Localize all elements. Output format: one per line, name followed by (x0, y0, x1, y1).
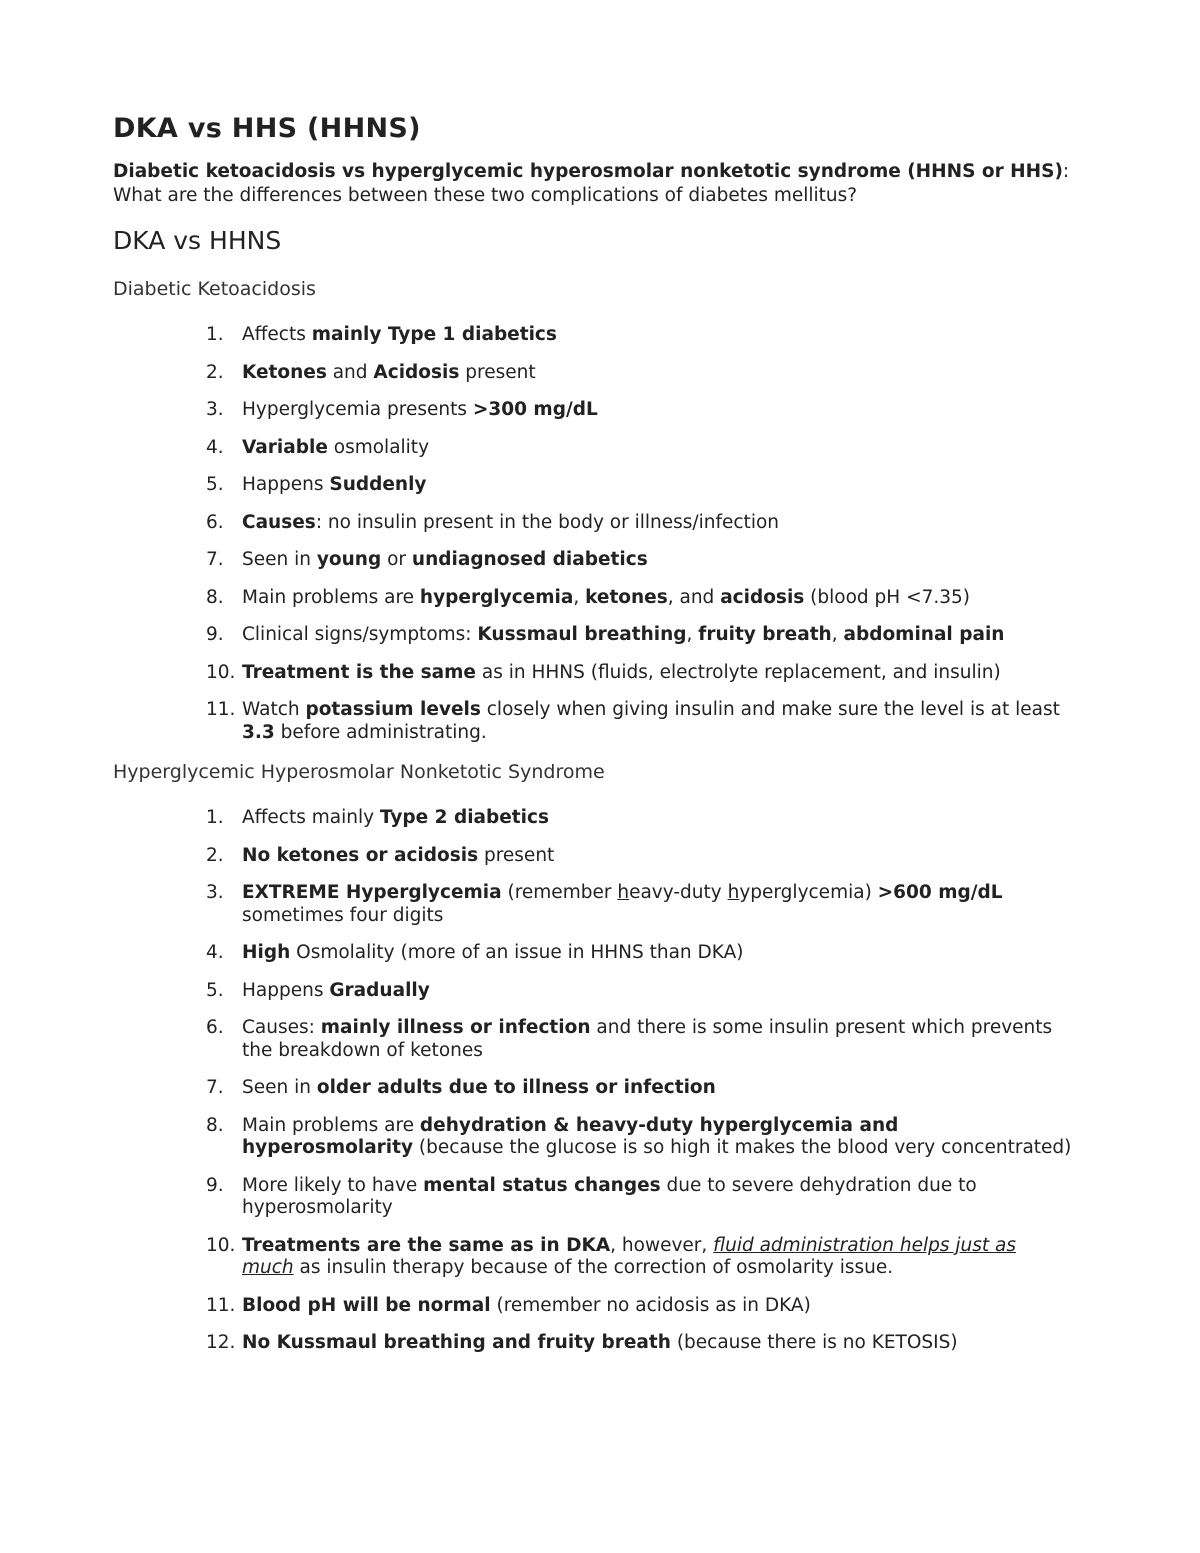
bold-text: Kussmaul breathing (477, 624, 687, 645)
text: and there is some insulin present which prevents the breakdown of ketones (242, 1017, 1053, 1061)
text: Hyperglycemia presents (242, 399, 473, 420)
dka-item-2 (113, 362, 1073, 385)
text: Seen in (242, 549, 317, 570)
text: due to severe dehydration due to hyperosmolarity (242, 1174, 977, 1218)
section-title: DKA vs HHNS (113, 226, 282, 255)
bold-text: older adults due to illness or infection (316, 1077, 716, 1098)
text: before administrating. (274, 721, 487, 743)
text: Affects (242, 324, 312, 345)
bold-text: Type 2 diabetics (379, 807, 549, 828)
bold-text: Blood pH will be normal (242, 1294, 491, 1316)
list-number: 6. (206, 511, 224, 533)
hhns-list (113, 807, 1073, 1355)
text: and (326, 361, 374, 383)
list-number: 2. (206, 844, 224, 866)
hhns-item-12 (113, 1332, 1073, 1355)
text: as in HHNS (fluids, electrolyte replacement, and insulin) (475, 661, 1001, 683)
text: Happens (242, 474, 330, 495)
list-number: 11. (206, 699, 236, 720)
text: Main problems are (242, 586, 420, 608)
list-number: 5. (206, 474, 224, 495)
hhns-item-8 (113, 1115, 1073, 1160)
text: sometimes four digits (242, 904, 444, 926)
document-page (113, 112, 1073, 1370)
list-number: 1. (206, 807, 224, 828)
list-number: 1. (206, 324, 224, 345)
bold-text: Acidosis (373, 361, 460, 383)
list-number: 11. (206, 1294, 236, 1316)
hhns-heading: Hyperglycemic Hyperosmolar Nonketotic Syndrome (113, 761, 605, 783)
list-number: 10. (206, 1234, 236, 1256)
text: More likely to have (242, 1174, 424, 1196)
list-number: 10. (206, 661, 236, 683)
intro-bold: Diabetic ketoacidosis vs hyperglycemic hyperosmolar nonketotic syndrome (HHNS or HHS) (113, 161, 1063, 182)
dka-item-9 (113, 624, 1073, 647)
underlined-italic-text: fluid administration helps just as much (242, 1234, 1016, 1278)
text: , however, (610, 1234, 714, 1256)
bold-text: Suddenly (329, 474, 427, 495)
text: closely when giving insulin and make sure the level is at least (480, 699, 1060, 720)
list-number: 2. (206, 361, 224, 383)
text: Seen in (242, 1077, 317, 1098)
text: , (686, 624, 699, 645)
text: (because the glucose is so high it makes the blood very concentrated) (413, 1137, 1072, 1158)
text: or (381, 549, 412, 570)
hhns-item-11 (113, 1295, 1073, 1318)
hhns-item-4 (113, 942, 1073, 965)
dka-item-7 (113, 549, 1073, 572)
page-title: DKA vs HHS (HHNS) (113, 113, 421, 144)
list-number: 8. (206, 586, 224, 608)
bold-text: EXTREME Hyperglycemia (242, 882, 502, 903)
bold-text: potassium levels (305, 699, 481, 720)
bold-text: fruity breath (698, 624, 832, 645)
bold-text: Variable (242, 436, 328, 458)
text: (blood pH <7.35) (804, 586, 970, 608)
text: , and (667, 586, 721, 608)
bold-text: Causes (242, 511, 316, 533)
list-number: 3. (206, 399, 224, 420)
text: Affects mainly (242, 807, 380, 828)
text: (remember no acidosis as in DKA) (490, 1294, 811, 1316)
bold-text: abdominal pain (843, 624, 1005, 645)
bold-text: young (316, 549, 382, 570)
dka-list (113, 324, 1073, 744)
bold-text: High (242, 942, 291, 963)
intro-paragraph (113, 160, 1073, 208)
hhns-item-9 (113, 1175, 1073, 1220)
bold-text: No Kussmaul breathing and fruity breath (242, 1332, 671, 1353)
bold-text: undiagnosed diabetics (411, 549, 648, 570)
text: (remember (501, 882, 618, 903)
intro-rest: : What are the differences between these two complications of diabetes mellitus? (113, 161, 1070, 206)
bold-text: No ketones or acidosis (242, 844, 479, 866)
text: present (478, 844, 555, 866)
bold-text: mainly illness or infection (320, 1017, 591, 1038)
text: , (573, 586, 586, 608)
dka-item-6 (113, 512, 1073, 535)
dka-item-10 (113, 662, 1073, 685)
list-number: 3. (206, 882, 224, 903)
bold-text: mental status changes (423, 1174, 661, 1196)
list-number: 7. (206, 1077, 224, 1098)
text: Causes: (242, 1017, 321, 1038)
text: (because there is no KETOSIS) (670, 1332, 958, 1353)
bold-text: >300 mg/dL (472, 399, 598, 420)
underlined-text: h (727, 882, 740, 903)
list-number: 9. (206, 624, 224, 645)
list-number: 4. (206, 942, 224, 963)
text: Osmolality (more of an issue in HHNS than DKA) (290, 942, 744, 963)
bold-text: acidosis (720, 586, 805, 608)
dka-item-11 (113, 699, 1073, 744)
bold-text: >600 mg/dL (877, 882, 1003, 903)
list-number: 9. (206, 1174, 224, 1196)
dka-item-1 (113, 324, 1073, 347)
list-number: 5. (206, 979, 224, 1001)
underlined-text: h (617, 882, 630, 903)
hhns-item-10 (113, 1235, 1073, 1280)
list-number: 8. (206, 1114, 224, 1136)
dka-item-5 (113, 474, 1073, 497)
bold-text: Treatment is the same (242, 661, 476, 683)
hhns-item-3 (113, 882, 1073, 927)
text: Clinical signs/symptoms: (242, 624, 478, 645)
hhns-item-2 (113, 845, 1073, 868)
list-number: 12. (206, 1332, 236, 1353)
text: present (459, 361, 536, 383)
bold-text: Gradually (329, 979, 430, 1001)
hhns-item-1 (113, 807, 1073, 830)
text: : no insulin present in the body or illness/infection (315, 511, 779, 533)
text: Main problems are (242, 1114, 420, 1136)
text: eavy-duty (629, 882, 728, 903)
hhns-item-7 (113, 1077, 1073, 1100)
text: osmolality (327, 436, 430, 458)
bold-text: hyperglycemia (419, 586, 574, 608)
bold-text: 3.3 (242, 721, 275, 743)
bold-text: Ketones (242, 361, 327, 383)
list-number: 7. (206, 549, 224, 570)
hhns-item-6 (113, 1017, 1073, 1062)
dka-item-4 (113, 437, 1073, 460)
bold-text: mainly Type 1 diabetics (311, 324, 557, 345)
text: yperglycemia) (739, 882, 878, 903)
list-number: 4. (206, 436, 224, 458)
hhns-item-5 (113, 980, 1073, 1003)
bold-text: ketones (585, 586, 668, 608)
dka-item-8 (113, 587, 1073, 610)
text: , (831, 624, 844, 645)
dka-heading: Diabetic Ketoacidosis (113, 278, 316, 300)
text: Happens (242, 979, 330, 1001)
text: as insulin therapy because of the correction of osmolarity issue. (293, 1257, 894, 1278)
bold-text: Treatments are the same as in DKA (242, 1234, 611, 1256)
text: Watch (242, 699, 306, 720)
dka-item-3 (113, 399, 1073, 422)
bold-text: dehydration & heavy-duty hyperglycemia and hyperosmolarity (242, 1114, 899, 1158)
list-number: 6. (206, 1017, 224, 1038)
